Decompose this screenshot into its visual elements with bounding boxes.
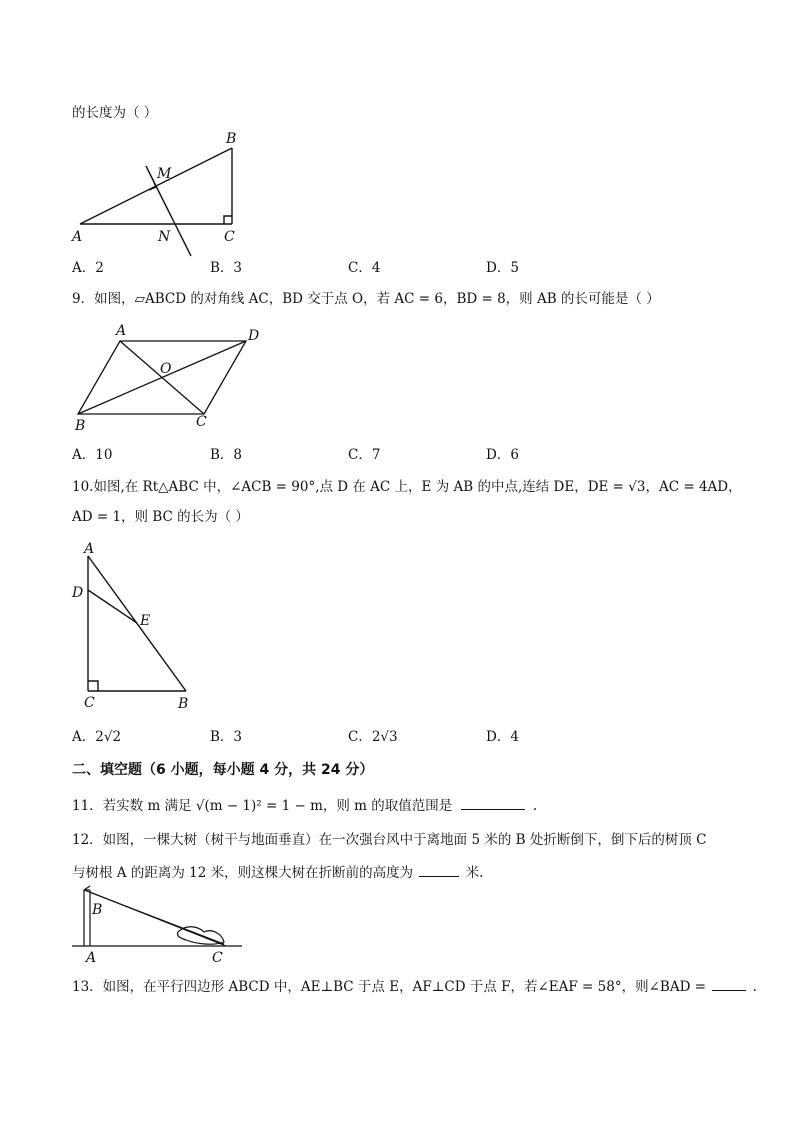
q8-label-a: A (72, 229, 83, 245)
q10-option-c: C．2√3 (348, 729, 398, 745)
q9-option-d: D．6 (486, 447, 519, 463)
q9-label-c: C (196, 414, 207, 430)
q10-option-d: D．4 (486, 729, 519, 745)
q13-stem-end: . (752, 979, 757, 995)
q9-label-a: A (116, 323, 127, 339)
q9-option-a: A．10 (72, 447, 113, 463)
q8-option-b: B．3 (210, 260, 243, 276)
q12-label-a: A (86, 950, 97, 966)
q12-stem-line1: 12．如图，一棵大树（树干与地面垂直）在一次强台风中于离地面 5 米的 B 处折断倒下，倒下后的树顶 C (72, 832, 707, 848)
q10-label-c: C (84, 695, 95, 711)
q8-label-n: N (158, 229, 171, 245)
q12-answer-blank (419, 862, 459, 877)
q8-option-d: D．5 (486, 260, 519, 276)
q10-label-b: B (178, 696, 189, 712)
q8-option-c: C．4 (348, 260, 381, 276)
q9-option-b: B．8 (210, 447, 243, 463)
q9-label-b: B (75, 418, 86, 434)
q12-label-c: C (212, 950, 223, 966)
q8-option-a: A．2 (72, 260, 104, 276)
q13-answer-blank (712, 976, 746, 991)
q9-label-d: D (248, 328, 260, 344)
q10-stem-line1: 10.如图,在 Rt△ABC 中，∠ACB = 90°,点 D 在 AC 上，E 为 AB 的中点,连结 DE，DE = √3，AC = 4AD， (72, 479, 742, 495)
q10-stem-line2: AD = 1，则 BC 的长为（ ） (72, 509, 249, 525)
q9-stem: 9．如图，▱ABCD 的对角线 AC，BD 交于点 O，若 AC = 6，BD = 8，则 AB 的长可能是（ ） (72, 291, 660, 307)
section-2-heading: 二、填空题（6 小题，每小题 4 分，共 24 分） (72, 762, 374, 778)
q12-stem-text: 与树根 A 的距离为 12 米，则这棵大树在折断前的高度为 (72, 865, 414, 881)
q12-stem-end: 米. (465, 865, 484, 881)
q10-label-d: D (72, 585, 84, 601)
q11-stem (72, 795, 537, 815)
q10-option-b: B．3 (210, 729, 243, 745)
q12-label-b: B (92, 902, 103, 918)
q9-option-c: C．7 (348, 447, 381, 463)
q13-stem-text: 13．如图，在平行四边形 ABCD 中，AE⊥BC 于点 E，AF⊥CD 于点 F，若∠EAF = 58°，则∠BAD = (72, 979, 706, 995)
q11-stem-text: 11．若实数 m 满足 √(m − 1)² = 1 − m，则 m 的取值范围是 (72, 798, 453, 814)
q8-stem-tail: 的长度为（ ） (72, 105, 158, 121)
q10-option-a: A．2√2 (72, 729, 122, 745)
q13-stem (72, 976, 757, 996)
q10-label-a: A (84, 541, 95, 557)
q10-label-e: E (140, 613, 151, 629)
q8-label-b: B (226, 131, 237, 147)
q9-label-o: O (160, 361, 172, 377)
q11-stem-end: . (532, 798, 538, 814)
q12-stem-line2 (72, 862, 483, 882)
q11-answer-blank (461, 795, 525, 810)
q8-label-m: M (157, 166, 172, 182)
q8-label-c: C (224, 229, 235, 245)
